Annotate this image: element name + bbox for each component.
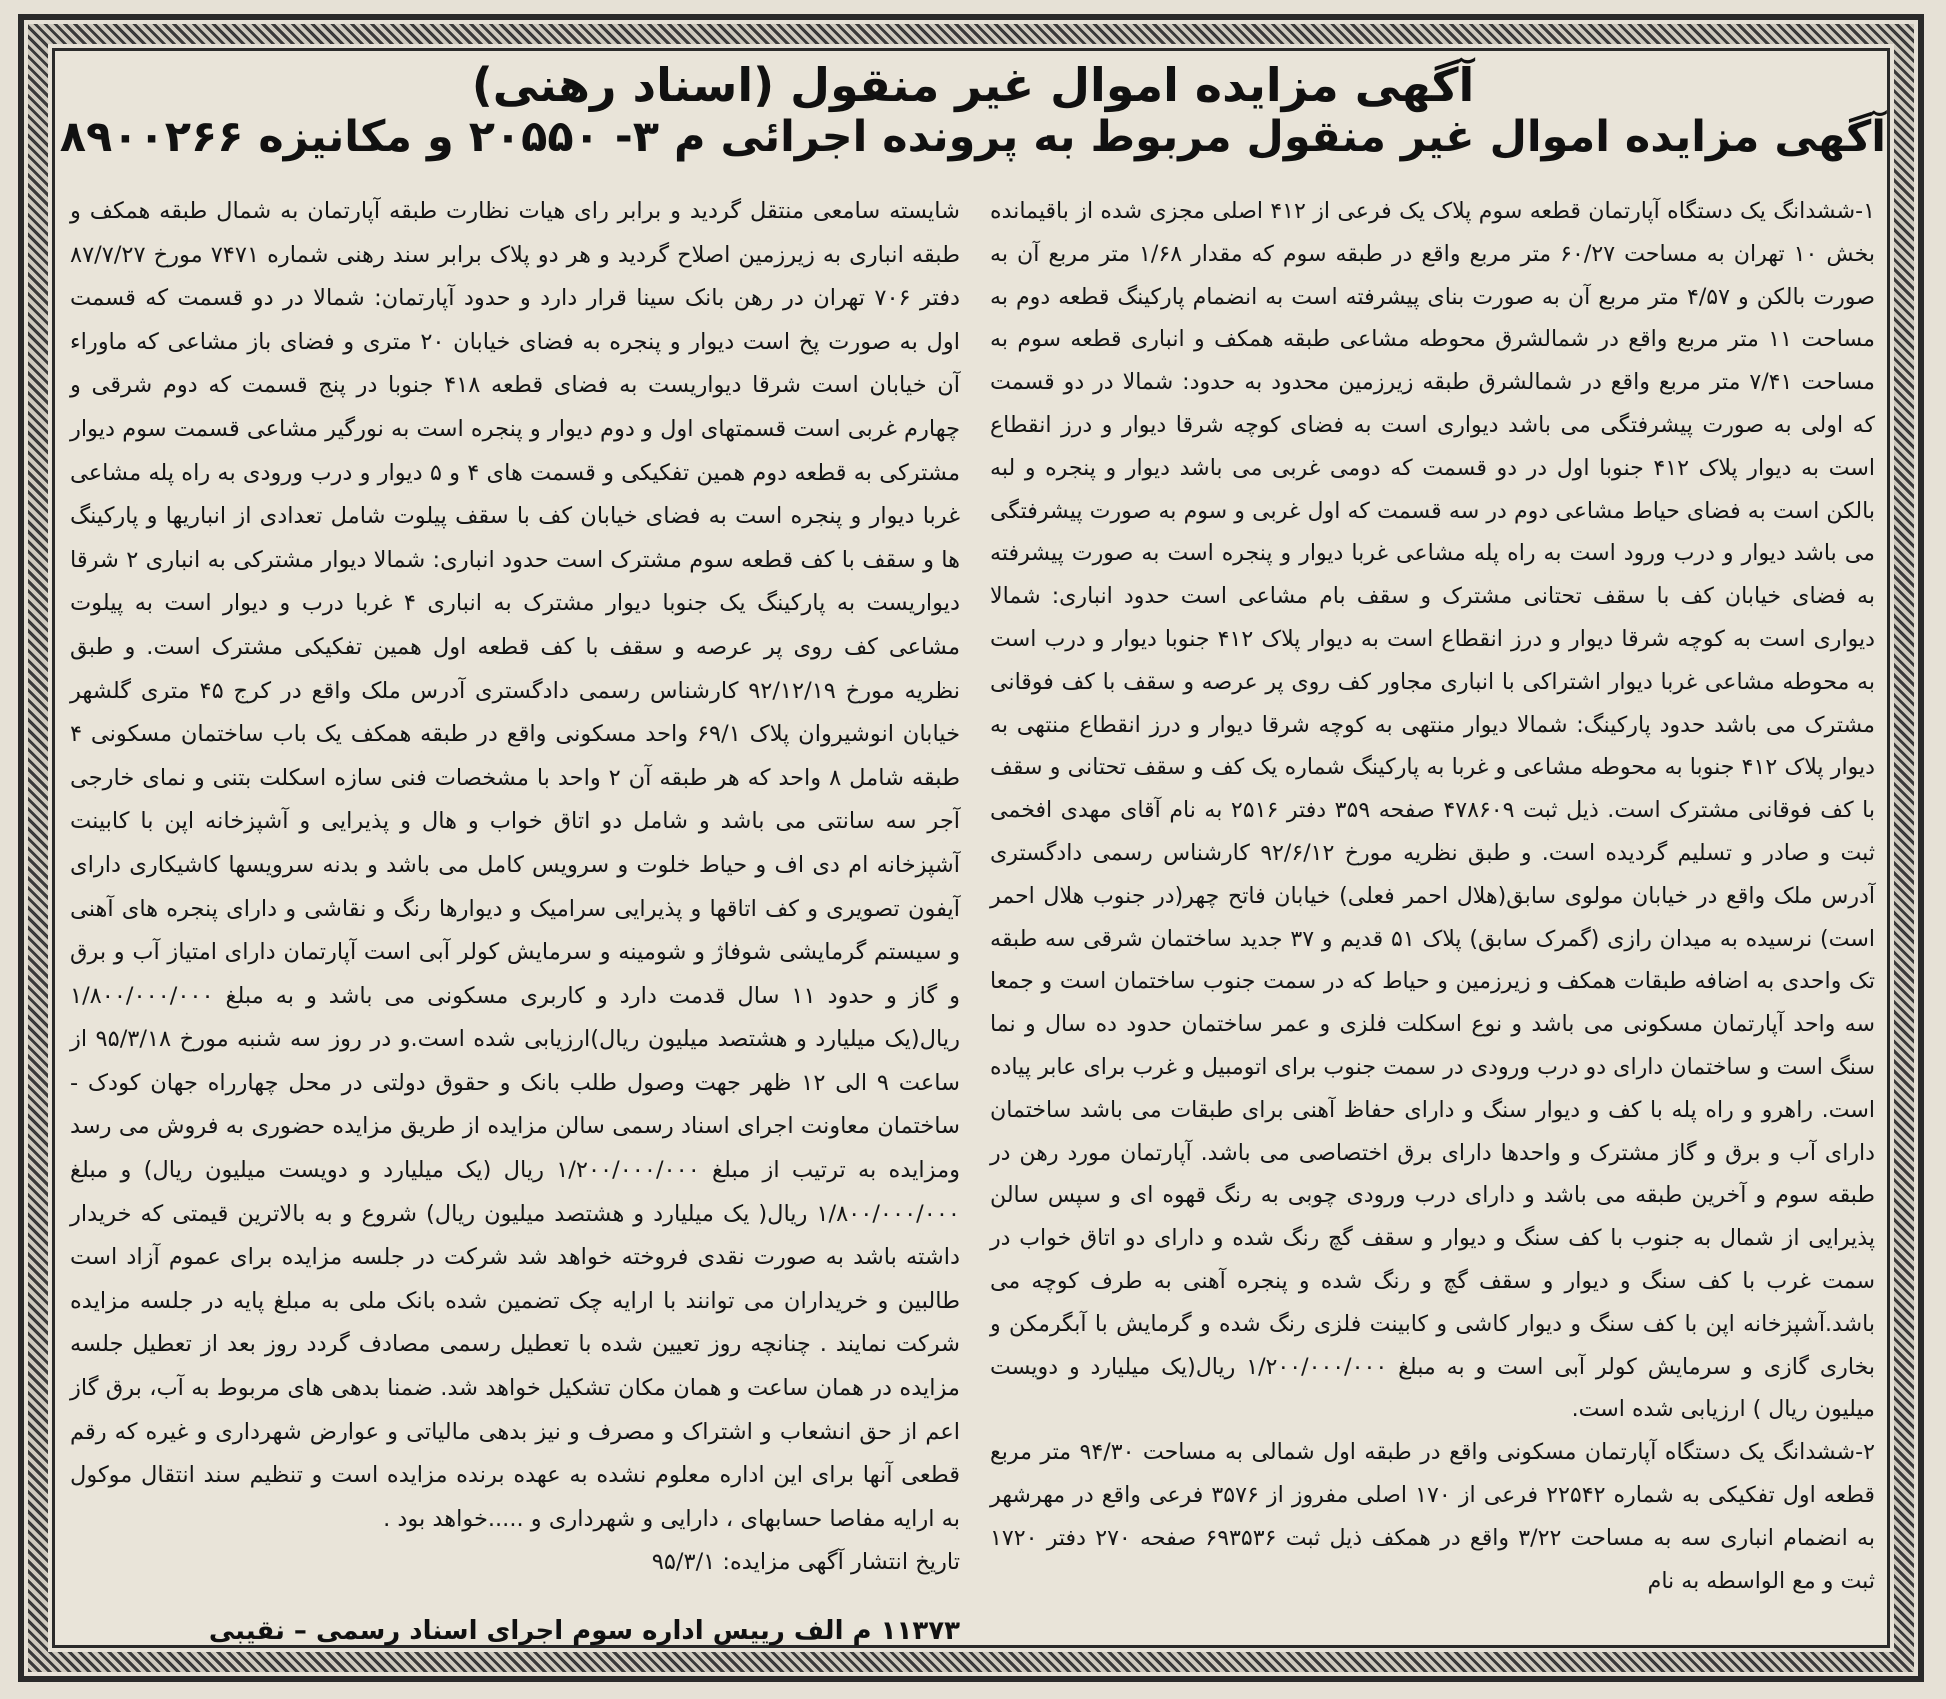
left-column [70, 190, 960, 1585]
paragraph-continuation: شایسته سامعی منتقل گردید و برابر رای هیات نظارت طبقه آپارتمان به شمال طبقه همکف و طبقه انباری به زیرزمین اصلاح گردید و هر دو پلاک برابر سند رهنی شماره ۷۴۷۱ مورخ ۸۷/۷/۲۷ دفتر ۷۰۶ تهران در رهن بانک سینا قرار دارد و حدود آپارتمان: شمالا در دو قسمت که قسمت اول به صورت پخ است دیوار و پنجره به فضای خیابان ۲۰ متری و فضای باز مشاعی که ماوراء آن خیابان است شرقا دیواریست به فضای قطعه ۴۱۸ جنوبا در پنج قسمت که دوم شرقی و چهارم غربی است قسمتهای اول و دوم دیوار و پنجره است به نورگیر مشاعی قسمت سوم دیوار مشترکی به قطعه دوم همین تفکیکی و قسمت های ۴ و ۵ دیوار و درب ورودی به راه پله مشاعی غربا دیوار و پنجره است به فضای خیابان کف با سقف پیلوت شامل تعدادی از انباریها و پارکینگ ها و سقف با کف قطعه سوم مشترک است حدود انباری: شمالا دیوار مشترکی به انباری ۲ شرقا دیواریست به پارکینگ یک جنوبا دیوار مشترک به انباری ۴ غربا درب و دیوار است به پیلوت مشاعی کف روی پر عرصه و سقف با کف قطعه اول همین تفکیکی مشترک است. و طبق نظریه مورخ ۹۲/۱۲/۱۹ کارشناس رسمی دادگستری آدرس ملک واقع در کرج ۴۵ متری گلشهر خیابان انوشیروان پلاک ۶۹/۱ واحد مسکونی واقع در طبقه همکف یک باب ساختمان مسکونی ۴ طبقه شامل ۸ واحد که هر طبقه آن ۲ واحد با مشخصات فنی سازه اسکلت بتنی و نمای خارجی آجر سه سانتی می باشد و شامل دو اتاق خواب و هال و پذیرایی و آشپزخانه اپن با کابینت آشپزخانه ام دی اف و حیاط خلوت و سرویس کامل می باشد و بدنه سرویسها کاشیکاری دارای آیفون تصویری و کف اتاقها و پذیرایی سرامیک و دیوارها رنگ و نقاشی و دارای پنجره های آهنی و سیستم گرمایشی شوفاژ و شومینه و سرمایش کولر آبی است آپارتمان دارای امتیاز آب و برق و گاز و حدود ۱۱ سال قدمت دارد و کاربری مسکونی می باشد و به مبلغ ۱/۸۰۰/۰۰۰/۰۰۰ ریال(یک میلیارد و هشتصد میلیون ریال)ارزیابی شده است.و در روز سه شنبه مورخ ۹۵/۳/۱۸ از ساعت ۹ الی ۱۲ ظهر جهت وصول طلب بانک و حقوق دولتی در محل چهارراه جهان کودک - ساختمان معاونت اجرای اسناد رسمی سالن مزایده از طریق مزایده حضوری به فروش می رسد ومزایده به ترتیب از مبلغ ۱/۲۰۰/۰۰۰/۰۰۰ ریال (یک میلیارد و دویست میلیون ریال) و مبلغ ۱/۸۰۰/۰۰۰/۰۰۰ ریال( یک میلیارد و هشتصد میلیون ریال) شروع و به بالاترین قیمتی که خریدار داشته باشد به صورت نقدی فروخته خواهد شد شرکت در جلسه مزایده برای عموم آزاد است طالبین و خریداران می توانند با ارایه چک تضمین شده بانک ملی به مبلغ پایه در جلسه مزایده شرکت نمایند . چنانچه روز تعیین شده با تعطیل رسمی مصادف گردد روز بعد از تعطیل جلسه مزایده در همان ساعت و همان مکان تشکیل خواهد شد. ضمنا بدهی های مربوط به آب، برق گاز اعم از حق انشعاب و اشتراک و مصرف و نیز بدهی مالیاتی و عوارض شهرداری و غیره که رقم قطعی آنها برای این اداره معلوم نشده به عهده برنده مزایده است و تنظیم سند انتقال موکول به ارایه مفاصا حسابهای ، دارایی و شهرداری و .....خواهد بود . [70, 198, 961, 1532]
signature-line: ۱۱۳۷۳ م الف رییس اداره سوم اجرای اسناد رسمی – نقیبی [208, 1616, 960, 1646]
notice-subtitle: آگهی مزایده اموال غیر منقول مربوط به پرونده اجرائی م ۳- ۲۰۵۵۰ و مکانیزه ۸۹۰۰۲۶۶ [59, 112, 1886, 162]
paragraph-item-1: ۱-ششدانگ یک دستگاه آپارتمان قطعه سوم پلاک یک فرعی از ۴۱۲ اصلی مجزی شده از باقیمانده بخش ۱۰ تهران به مساحت ۶۰/۲۷ متر مربع واقع در طبقه سوم که مقدار ۱/۶۸ متر مربع آن به صورت بالکن و ۴/۵۷ متر مربع آن به صورت بنای پیشرفته است به انضمام پارکینگ قطعه دوم به مساحت ۱۱ متر مربع واقع در شمالشرق محوطه مشاعی طبقه همکف و انباری قطعه سوم به مساحت ۷/۴۱ متر مربع واقع در شمالشرق طبقه زیرزمین محدود به حدود: شمالا در دو قسمت که اولی به صورت پیشرفتگی می باشد دیواری است به فضای کوچه شرقا دیوار و درز انقطاع است به دیوار پلاک ۴۱۲ جنوبا اول در دو قسمت که دومی غربی می باشد دیوار و پنجره و لبه بالکن است به فضای حیاط مشاعی دوم در سه قسمت که اول غربی و سوم به صورت پیشرفتگی می باشد دیوار و درب ورود است به راه پله مشاعی غربا دیوار و پنجره است به صورت پیشرفته به فضای خیابان کف با سقف تحتانی مشترک و سقف بام مشاعی است حدود انباری: شمالا دیواری است به کوچه شرقا دیوار و درز انقطاع است به دیوار پلاک ۴۱۲ جنوبا دیوار و درب است به محوطه مشاعی غربا دیوار اشتراکی با انباری مجاور کف روی پر عرصه و سقف با کف فوقانی مشترک می باشد حدود پارکینگ: شمالا دیوار منتهی به کوچه شرقا دیوار و درز انقطاع منتهی به دیوار پلاک ۴۱۲ جنوبا به محوطه مشاعی و غربا به پارکینگ شماره یک کف و سقف تحتانی و سقف با کف فوقانی مشترک است. ذیل ثبت ۴۷۸۶۰۹ صفحه ۳۵۹ دفتر ۲۵۱۶ به نام آقای مهدی افخمی ثبت و صادر و تسلیم گردیده است. و طبق نظریه مورخ ۹۲/۶/۱۲ کارشناس رسمی دادگستری آدرس ملک واقع در خیابان مولوی سابق(هلال احمر فعلی) خیابان فاتح چهر(در جنوب هلال احمر است) نرسیده به میدان رازی (گمرک سابق) پلاک ۵۱ قدیم و ۳۷ جدید ساختمان شرقی سه طبقه تک واحدی به اضافه طبقات همکف و زیرزمین و حیاط که در سمت جنوب ساختمان است و جمعا سه واحد آپارتمان مسکونی می باشد و نوع اسکلت فلزی و عمر ساختمان حدود ده سال و نما سنگ است و ساختمان دارای دو درب ورودی در سمت جنوب برای اتومبیل و غرب برای عابر پیاده است. راهرو و راه پله با کف و دیوار سنگ و دارای حفاظ آهنی برای طبقات می باشد ساختمان دارای آب و برق و گاز مشترک و واحدها دارای برق اختصاصی می باشد. آپارتمان مورد رهن در طبقه سوم و آخرین طبقه می باشد و دارای درب ورودی چوبی به رنگ قهوه ای و سپس سالن پذیرایی از شمال به جنوب با کف سنگ و دیوار و سقف گچ رنگ شده و دارای دو اتاق خواب در سمت غرب با کف سنگ و دیوار و سقف گچ و رنگ شده و پنجره آهنی به طرف کوچه می باشد.آشپزخانه اپن با کف سنگ و دیوار کاشی و کابینت فلزی رنگ شده و گرمایش با آبگرمکن و بخاری گازی و سرمایش کولر آبی است و به مبلغ ۱/۲۰۰/۰۰۰/۰۰۰ ریال(یک میلیارد و دویست میلیون ریال ) ارزیابی شده است. [990, 198, 1876, 1423]
publication-date: تاریخ انتشار آگهی مزایده: ۹۵/۳/۱ [651, 1549, 960, 1576]
right-column [990, 190, 1875, 1602]
notice-title: آگهی مزایده اموال غیر منقول (اسناد رهنی) [471, 58, 1475, 112]
paragraph-item-2: ۲-ششدانگ یک دستگاه آپارتمان مسکونی واقع در طبقه اول شمالی به مساحت ۹۴/۳۰ متر مربع قطعه اول تفکیکی به شماره ۲۲۵۴۲ فرعی از ۱۷۰ اصلی مفروز از ۳۵۷۶ فرعی واقع در مهرشهر به انضمام انباری سه به مساحت ۳/۲۲ واقع در همکف ذیل ثبت ۶۹۳۵۳۶ صفحه ۲۷۰ دفتر ۱۷۲۰ ثبت و مع الواسطه به نام [990, 1439, 1875, 1594]
